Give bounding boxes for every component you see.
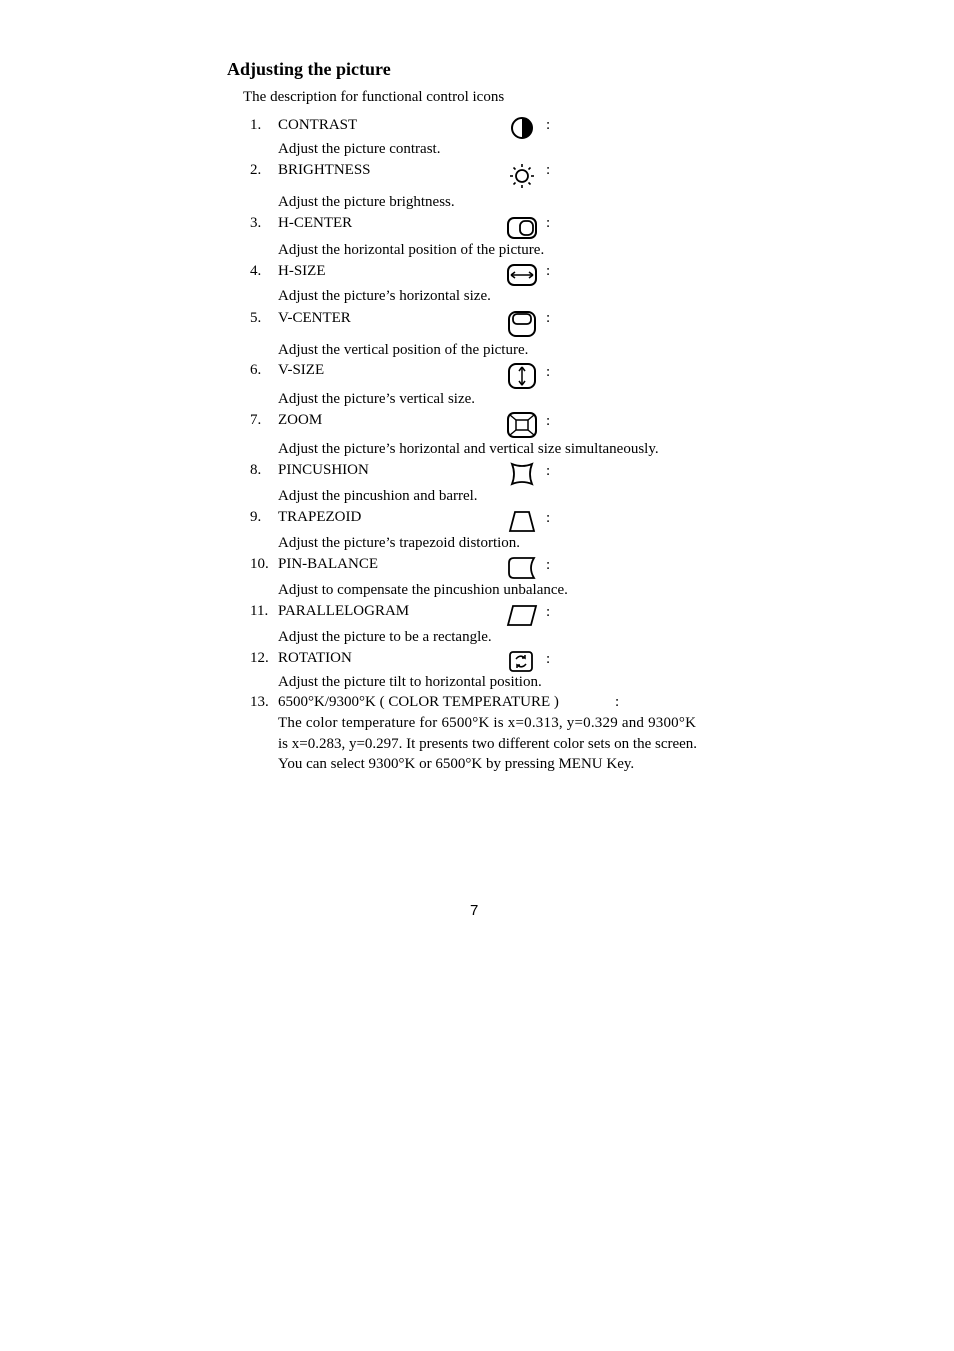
item-desc-v-size: Adjust the picture’s vertical size.: [278, 391, 476, 407]
item-desc-pin-balance: Adjust to compensate the pincushion unbalance.: [278, 582, 568, 598]
page-number: 7: [470, 902, 479, 919]
item-name-brightness: BRIGHTNESS: [278, 162, 371, 178]
item-name-h-center: H-CENTER: [278, 215, 353, 231]
item-number: 3.: [250, 215, 262, 231]
item-desc-h-size: Adjust the picture’s horizontal size.: [278, 288, 491, 304]
pin-balance-icon: [506, 555, 538, 581]
zoom-icon: [506, 412, 538, 438]
h-center-icon: [506, 215, 538, 241]
item-colon: :: [546, 463, 551, 479]
item-name-zoom: ZOOM: [278, 412, 323, 428]
item-number: 13.: [250, 694, 269, 710]
color-temp-line-1: The color temperature for 6500°K is x=0.313, y=0.329 and 9300°K: [278, 715, 697, 731]
item-colon: :: [546, 162, 551, 178]
pincushion-icon: [506, 461, 538, 487]
item-name-pin-balance: PIN-BALANCE: [278, 556, 378, 572]
item-colon: :: [546, 117, 551, 133]
item-desc-contrast: Adjust the picture contrast.: [278, 141, 441, 157]
brightness-icon: [506, 163, 538, 189]
item-number: 2.: [250, 162, 262, 178]
item-desc-h-center: Adjust the horizontal position of the picture.: [278, 242, 545, 258]
item-colon: :: [546, 310, 551, 326]
item-name-contrast: CONTRAST: [278, 117, 358, 133]
h-size-icon: [506, 262, 538, 288]
item-desc-parallelogram: Adjust the picture to be a rectangle.: [278, 629, 492, 645]
item-desc-trapezoid: Adjust the picture’s trapezoid distortion.: [278, 535, 521, 551]
item-name-rotation: ROTATION: [278, 650, 352, 666]
item-number: 8.: [250, 462, 262, 478]
item-number: 1.: [250, 117, 262, 133]
item-number: 7.: [250, 412, 262, 428]
item-colon: :: [546, 413, 551, 429]
color-temp-line-2: is x=0.283, y=0.297. It presents two different color sets on the screen.: [278, 736, 698, 752]
rotation-icon: [506, 649, 538, 675]
v-center-icon: [506, 311, 538, 337]
item-colon: :: [546, 364, 551, 380]
item-number: 6.: [250, 362, 262, 378]
item-name-parallelogram: PARALLELOGRAM: [278, 603, 410, 619]
item-desc-rotation: Adjust the picture tilt to horizontal position.: [278, 674, 542, 690]
color-temp-line-3: You can select 9300°K or 6500°K by pressing MENU Key.: [278, 756, 635, 772]
item-number: 5.: [250, 310, 262, 326]
item-number: 10.: [250, 556, 269, 572]
item-number: 4.: [250, 263, 262, 279]
item-number: 12.: [250, 650, 269, 666]
item-colon: :: [546, 510, 551, 526]
item-colon: :: [615, 694, 620, 710]
item-desc-pincushion: Adjust the pincushion and barrel.: [278, 488, 478, 504]
contrast-icon: [506, 116, 538, 142]
item-colon: :: [546, 604, 551, 620]
item-colon: :: [546, 651, 551, 667]
parallelogram-icon: [506, 602, 538, 628]
item-name-v-center: V-CENTER: [278, 310, 351, 326]
trapezoid-icon: [506, 508, 538, 534]
item-name-h-size: H-SIZE: [278, 263, 326, 279]
item-name-v-size: V-SIZE: [278, 362, 325, 378]
item-colon: :: [546, 215, 551, 231]
item-number: 9.: [250, 509, 262, 525]
section-heading: Adjusting the picture: [227, 59, 391, 79]
item-desc-brightness: Adjust the picture brightness.: [278, 194, 455, 210]
intro-text: The description for functional control icons: [243, 89, 505, 105]
item-desc-v-center: Adjust the vertical position of the picture.: [278, 342, 529, 358]
item-name-color-temperature: 6500°K/9300°K ( COLOR TEMPERATURE ): [278, 694, 559, 710]
item-colon: :: [546, 263, 551, 279]
item-number: 11.: [250, 603, 269, 619]
v-size-icon: [506, 363, 538, 389]
item-name-pincushion: PINCUSHION: [278, 462, 369, 478]
item-name-trapezoid: TRAPEZOID: [278, 509, 362, 525]
item-desc-zoom: Adjust the picture’s horizontal and vertical size simultaneously.: [278, 441, 659, 457]
item-colon: :: [546, 557, 551, 573]
